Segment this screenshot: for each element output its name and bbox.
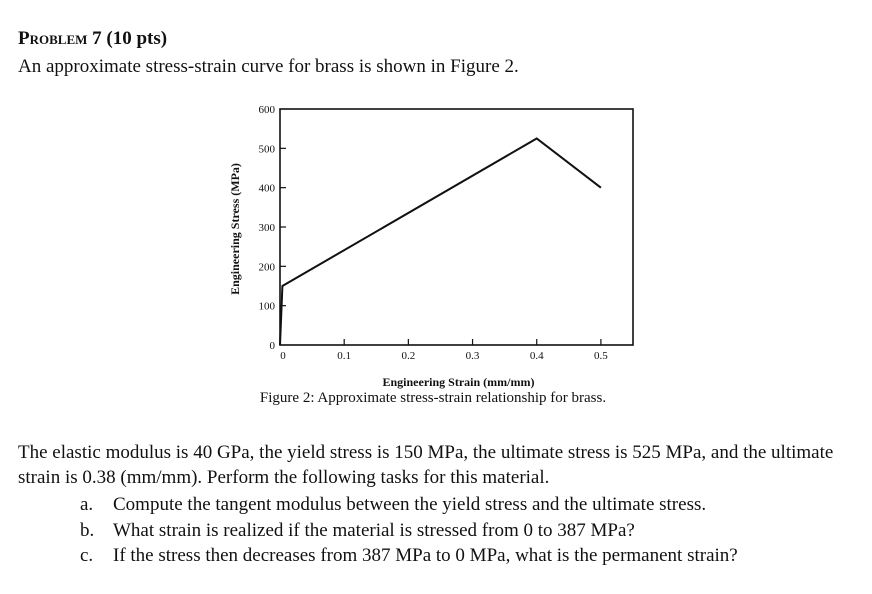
task-item (80, 518, 738, 544)
x-tick-label: 0.2 (401, 350, 416, 362)
problem-intro: An approximate stress-strain curve for brass is shown in Figure 2. (18, 56, 519, 77)
series-line-brass (280, 139, 601, 346)
y-tick-label: 600 (258, 104, 275, 116)
x-tick-label: 0.5 (594, 350, 608, 362)
task-text: What strain is realized if the material is stressed from 0 to 387 MPa? (113, 519, 635, 541)
problem-paragraph: The elastic modulus is 40 GPa, the yield stress is 150 MPa, the ultimate stress is 525 MPa, and the ultimate strain is 0.38 (mm/mm). Perform the following tasks for this material. (18, 442, 834, 488)
plot-frame (280, 109, 633, 345)
problem-number: 7 (10 pts) (92, 28, 168, 49)
y-tick-label: 100 (258, 300, 275, 313)
task-item (80, 492, 738, 518)
problem-title: Problem (18, 28, 88, 49)
y-tick-label: 200 (258, 261, 275, 274)
x-tick-label: 0 (280, 350, 286, 362)
figure-caption (0, 390, 872, 407)
task-label: a. (80, 494, 94, 515)
task-item (80, 543, 738, 569)
task-label: b. (80, 519, 95, 541)
y-tick-label: 0 (269, 340, 275, 352)
x-tick-label: 0.4 (529, 350, 544, 362)
task-text: If the stress then decreases from 387 MPa to 0 MPa, what is the permanent strain? (113, 545, 738, 566)
y-tick-label: 400 (258, 182, 275, 195)
task-label: c. (80, 545, 94, 566)
y-tick-label: 500 (258, 143, 275, 156)
x-tick-label: 0.1 (337, 350, 352, 362)
y-tick-label: 300 (258, 222, 275, 234)
y-axis-label: Engineering Stress (MPa) (228, 163, 242, 295)
x-axis-label: Engineering Strain (mm/mm) (382, 375, 535, 389)
x-tick-label: 0.3 (465, 350, 480, 362)
task-list (80, 492, 738, 569)
task-text: Compute the tangent modulus between the yield stress and the ultimate stress. (113, 494, 707, 515)
figure-caption-text: Figure 2: Approximate stress-strain relationship for brass. (259, 390, 607, 406)
